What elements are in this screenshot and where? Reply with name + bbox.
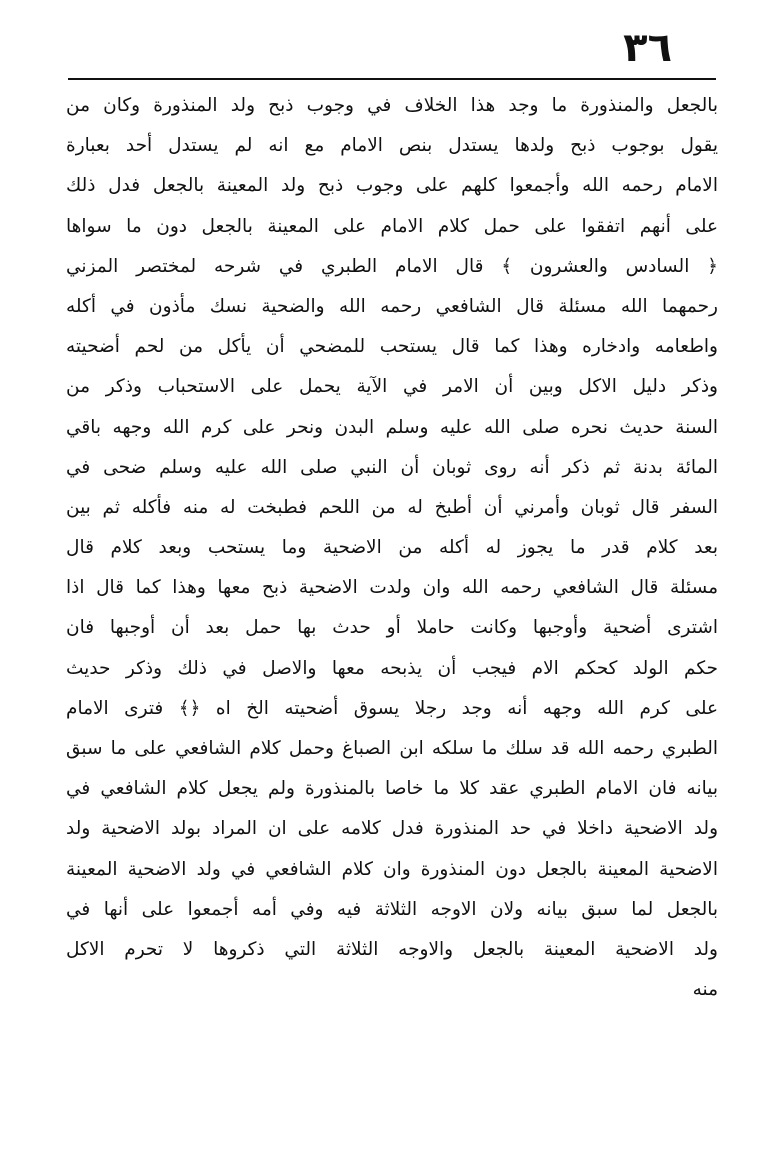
text-line: وذكر دليل الاكل وبين أن الامر في الآية يحمل على الاستحباب وذكر من [66, 376, 718, 398]
text-line: رحمهما الله مسئلة قال الشافعي رحمه الله والضحية نسك مأذون في أكله [66, 295, 718, 317]
text-line: بعد كلام قدر ما يجوز له أكله من الاضحية وما يستحب وبعد كلام قال [66, 537, 718, 559]
text-line: واطعامه وادخاره وهذا كما قال يستحب للمضحي أن يأكل من لحم أضحيته [66, 336, 718, 358]
text-line: بالجعل لما سبق بيانه ولان الاوجه الثلاثة فيه وفي أمه أجمعوا على أنها في [66, 898, 718, 920]
header-rule [68, 78, 716, 80]
text-line-last: منه [692, 979, 718, 1001]
text-line: المائة بدنة ثم ذكر أنه روى ثوبان أن النبي صلى الله عليه وسلم ضحى في [66, 456, 718, 478]
text-line: بالجعل والمنذورة ما وجد هذا الخلاف في وجوب ذبح ولد المنذورة وكان من [66, 95, 718, 116]
text-line: حكم الولد كحكم الام فيجب أن يذبحه معها والاصل في ذلك وذكر حديث [66, 657, 718, 679]
section-heading-line: ﴿ السادس والعشرون ﴾ قال الامام الطبري في شرحه لمختصر المزني [66, 255, 718, 277]
text-line: الاضحية المعينة بالجعل دون المنذورة وان كلام الشافعي في ولد الاضحية المعينة [66, 858, 718, 880]
text-line: ولد الاضحية المعينة بالجعل والاوجه الثلاثة التي ذكروها لا تحرم الاكل [66, 938, 718, 960]
text-line: على كرم الله وجهه أنه وجد رجلا يسوق أضحيته الخ اه ﴿﴾ فترى الامام [66, 697, 718, 719]
page-number: ٣٦ [623, 25, 672, 71]
text-line: ولد الاضحية داخلا في حد المنذورة فدل كلامه على ان المراد بولد الاضحية ولد [66, 818, 718, 840]
text-line: السفر قال ثوبان وأمرني أن أطبخ له من اللحم فطبخت له منه فأكله ثم بين [66, 496, 718, 518]
text-line: يقول بوجوب ذبح ولدها يستدل بنص الامام مع انه لم يستدل أحد بعبارة [66, 135, 718, 157]
text-line: مسئلة قال الشافعي رحمه الله وان ولدت الاضحية ذبح معها وهذا كما قال اذا [66, 577, 718, 599]
text-line: بيانه فان الامام الطبري عقد كلا ما خاصا بالمنذورة ولم يجعل كلام الشافعي في [66, 778, 718, 800]
body-text [66, 86, 718, 1010]
text-line: الطبري رحمه الله قد سلك ما سلكه ابن الصباغ وحمل كلام الشافعي على ما سبق [66, 738, 718, 759]
text-line: الامام رحمه الله وأجمعوا كلهم على وجوب ذبح ولد المعينة بالجعل فدل ذلك [66, 175, 718, 197]
text-line: على أنهم اتفقوا على حمل كلام الامام على المعينة بالجعل دون ما سواها [66, 215, 718, 237]
text-line: السنة حديث نحره صلى الله عليه وسلم البدن ونحر على كرم الله وجهه باقي [66, 416, 718, 438]
text-line: اشترى أضحية وأوجبها وكانت حاملا أو حدث بها حمل بعد أن أوجبها فان [66, 617, 718, 639]
